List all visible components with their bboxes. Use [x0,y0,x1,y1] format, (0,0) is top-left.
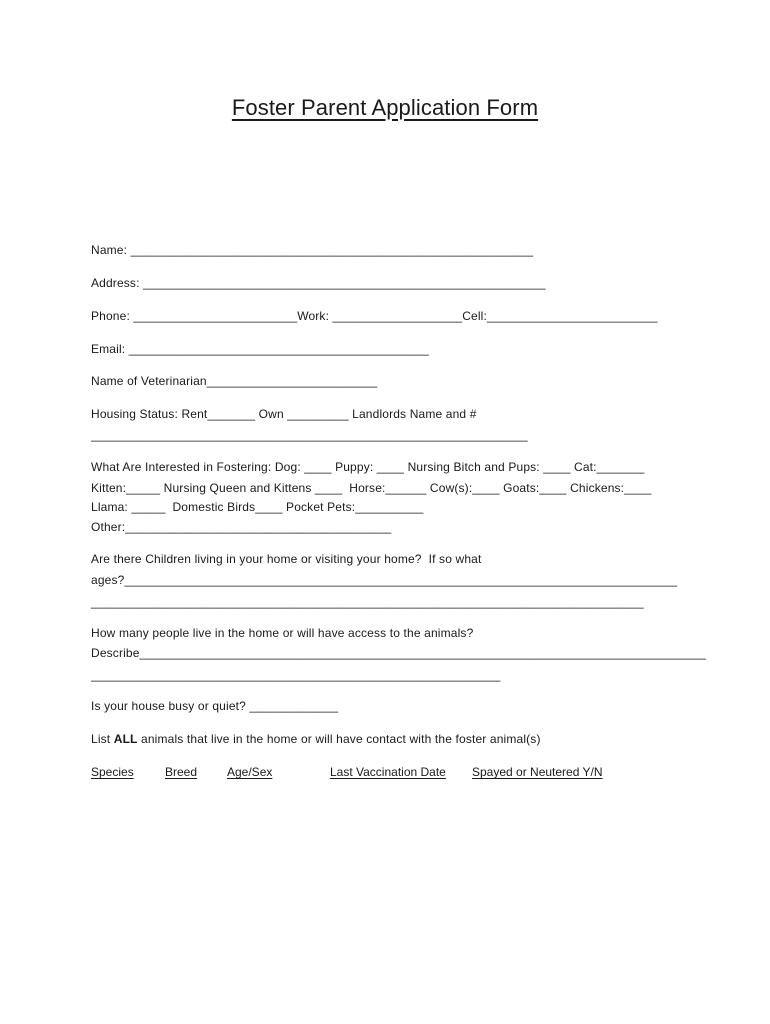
fostering-interest-line-1[interactable]: What Are Interested in Fostering: Dog: ____ Puppy: ____ Nursing Bitch and Pups: ____ Cat:_______ [91,460,645,474]
fostering-other-field[interactable]: Other:_______________________________________ [91,520,392,534]
list-bold: ALL [113,732,138,746]
breed-header: Breed [165,765,198,779]
fostering-interest-line-2[interactable]: Kitten:_____ Nursing Queen and Kittens ____ Horse:______ Cow(s):____ Goats:____ Chickens:____ [91,481,652,495]
landlord-line[interactable]: ________________________________________________________________ [91,428,528,442]
housing-status-field[interactable]: Housing Status: Rent_______ Own _________ Landlords Name and # [91,407,477,421]
children-question: Are there Children living in your home or visiting your home? If so what [91,552,482,566]
animals-list-instruction [91,732,541,746]
name-field[interactable]: Name: ___________________________________________________________ [91,243,534,257]
veterinarian-field[interactable]: Name of Veterinarian_________________________ [91,374,378,388]
address-field[interactable]: Address: ___________________________________________________________ [91,276,546,290]
list-suffix: animals that live in the home or will have contact with the foster animal(s) [137,732,541,746]
list-prefix: List [91,732,114,746]
email-field[interactable]: Email: ____________________________________________ [91,342,429,356]
spayed-neutered-header: Spayed or Neutered Y/N [472,765,603,779]
household-question: How many people live in the home or will have access to the animals? [91,626,474,640]
animals-table-header [91,765,651,781]
children-ages-line-2[interactable]: _________________________________________________________________________________ [91,595,644,609]
house-busy-field[interactable]: Is your house busy or quiet? _____________ [91,699,339,713]
children-ages-field[interactable]: ages?_________________________________________________________________________________ [91,573,678,587]
last-vaccination-header: Last Vaccination Date [330,765,446,779]
household-describe-field[interactable]: Describe___________________________________________________________________________________ [91,646,706,660]
household-describe-line-2[interactable]: ____________________________________________________________ [91,668,501,682]
age-sex-header: Age/Sex [227,765,273,779]
fostering-interest-line-3[interactable]: Llama: _____ Domestic Birds____ Pocket Pets:__________ [91,500,424,514]
species-header: Species [91,765,134,779]
phone-field[interactable]: Phone: ________________________Work: ___________________Cell:_________________________ [91,309,658,323]
form-title: Foster Parent Application Form [231,95,539,120]
